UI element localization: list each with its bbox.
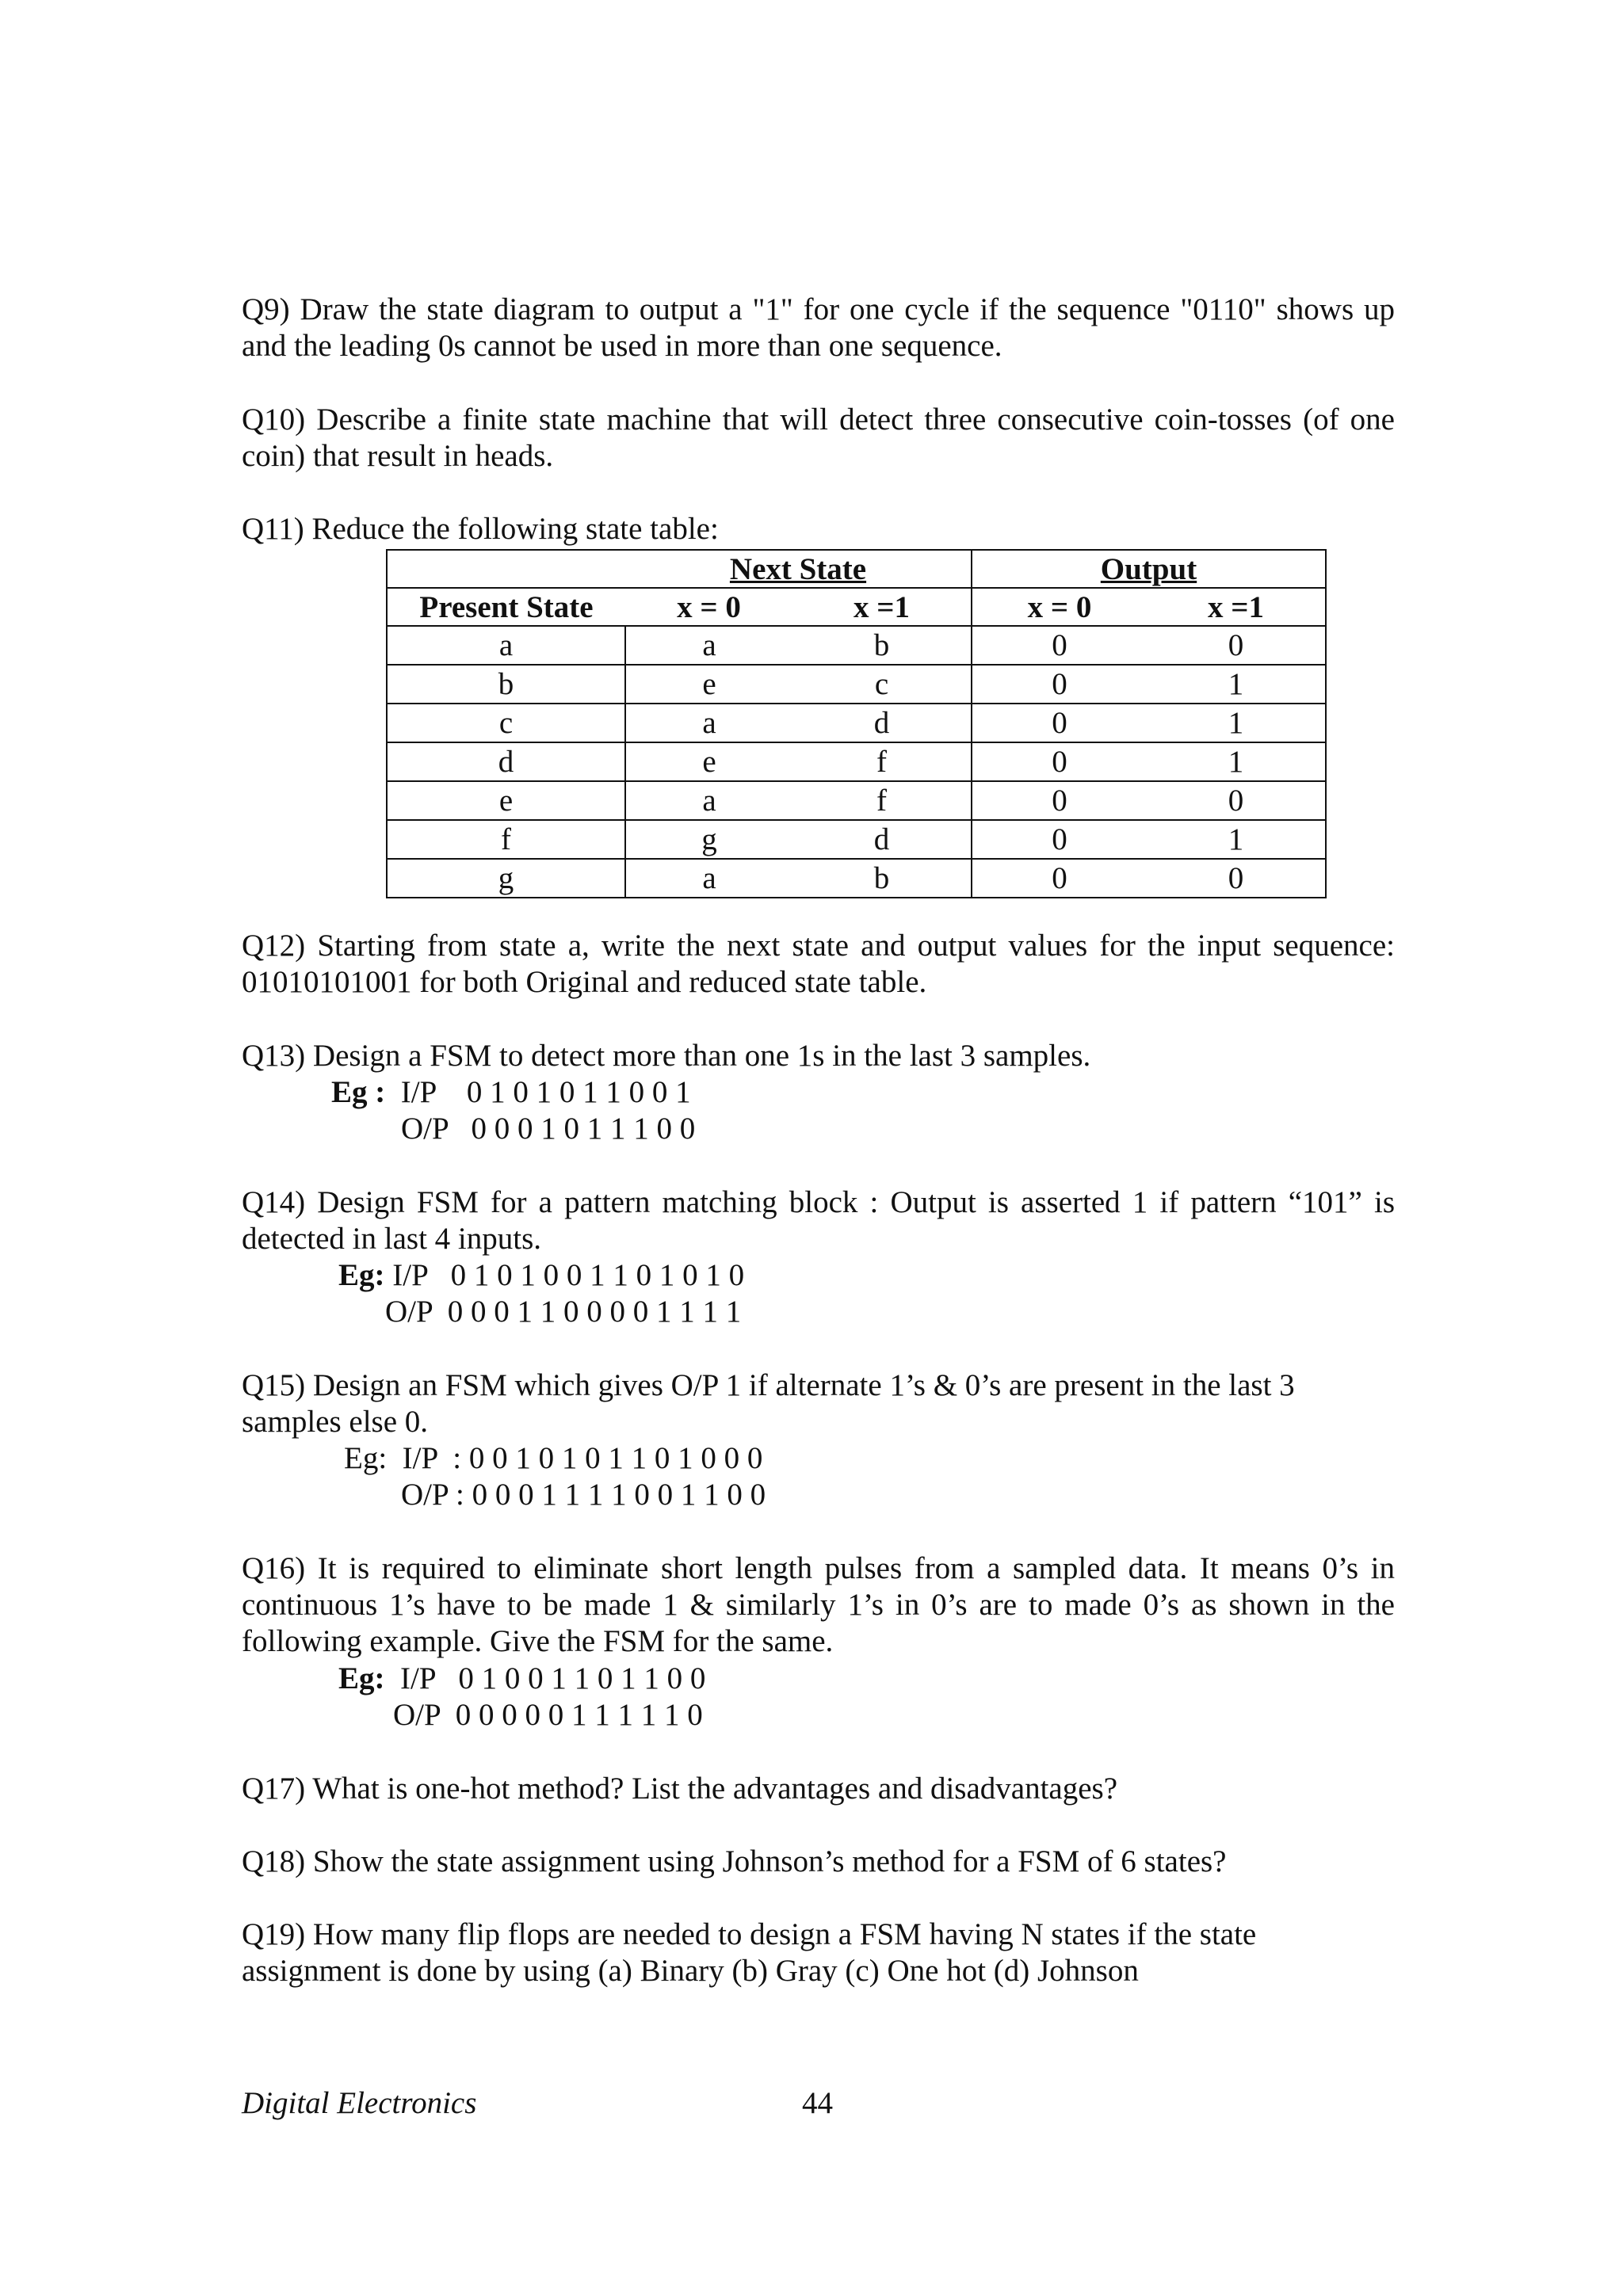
present-state-cell: a bbox=[387, 626, 625, 665]
question-q12: Q12) Starting from state a, write the next state and output values for the input sequence: 01010101001 for both Original and reduced state table. bbox=[242, 929, 1395, 999]
present-state-cell: c bbox=[387, 704, 625, 742]
question-q10: Q10) Describe a finite state machine that will detect three consecutive coin-tosses (of one coin) that result in heads. bbox=[242, 402, 1395, 473]
q14-output-sequence: O/P 0 0 0 1 1 0 0 0 0 1 1 1 1 bbox=[385, 1295, 742, 1329]
output-x0-cell: 0 bbox=[972, 859, 1147, 898]
output-x0-cell: 0 bbox=[972, 820, 1147, 859]
present-state-cell: f bbox=[387, 820, 625, 859]
q14-input-sequence: I/P 0 1 0 1 0 0 1 1 0 1 0 1 0 bbox=[384, 1258, 745, 1292]
output-x0-cell: 0 bbox=[972, 781, 1147, 820]
q16-example-input bbox=[338, 1661, 705, 1697]
next-state-x1-cell: c bbox=[792, 665, 972, 704]
output-x1-cell: 1 bbox=[1147, 820, 1326, 859]
q15-example-label: Eg: bbox=[344, 1441, 388, 1475]
table-row bbox=[387, 781, 1326, 820]
output-header: Output bbox=[972, 550, 1326, 588]
next-state-x0-cell: a bbox=[625, 781, 792, 820]
output-x1-cell: 0 bbox=[1147, 781, 1326, 820]
output-x1-cell: 1 bbox=[1147, 704, 1326, 742]
table-row bbox=[387, 704, 1326, 742]
table-row bbox=[387, 626, 1326, 665]
present-state-cell: g bbox=[387, 859, 625, 898]
next-state-x0-cell: a bbox=[625, 859, 792, 898]
next-state-x0-header: x = 0 bbox=[625, 588, 792, 626]
table-row bbox=[387, 820, 1326, 859]
state-table bbox=[386, 549, 1327, 898]
state-table-header-row-1 bbox=[387, 550, 1326, 588]
present-state-cell: b bbox=[387, 665, 625, 704]
footer-title: Digital Electronics bbox=[242, 2086, 477, 2120]
output-x1-cell: 0 bbox=[1147, 626, 1326, 665]
output-x0-header: x = 0 bbox=[972, 588, 1147, 626]
next-state-x1-cell: b bbox=[792, 859, 972, 898]
question-q16: Q16) It is required to eliminate short length pulses from a sampled data. It means 0’s in continuous 1’s have to be made 1 & similarly 1’s in 0’s are to made 0’s as shown in the following example. Give the FSM for the same. bbox=[242, 1551, 1395, 1658]
output-x0-cell: 0 bbox=[972, 742, 1147, 781]
question-q17: Q17) What is one-hot method? List the advantages and disadvantages? bbox=[242, 1772, 1118, 1806]
next-state-x1-cell: d bbox=[792, 704, 972, 742]
question-q13: Q13) Design a FSM to detect more than one 1s in the last 3 samples. bbox=[242, 1039, 1091, 1073]
q14-example-input bbox=[338, 1257, 744, 1294]
question-q19: Q19) How many flip flops are needed to design a FSM having N states if the state assignment is done by using (a) Binary (b) Gray (c) One hot (d) Johnson bbox=[242, 1917, 1257, 1988]
next-state-x1-header: x =1 bbox=[792, 588, 972, 626]
output-x0-cell: 0 bbox=[972, 704, 1147, 742]
q15-example-input bbox=[344, 1440, 762, 1477]
table-row bbox=[387, 742, 1326, 781]
question-q15: Q15) Design an FSM which gives O/P 1 if alternate 1’s & 0’s are present in the last 3 samples else 0. bbox=[242, 1368, 1295, 1439]
question-q18: Q18) Show the state assignment using Johnson’s method for a FSM of 6 states? bbox=[242, 1844, 1227, 1878]
next-state-x1-cell: f bbox=[792, 781, 972, 820]
page-number: 44 bbox=[802, 2086, 833, 2120]
table-row bbox=[387, 665, 1326, 704]
output-x1-cell: 1 bbox=[1147, 742, 1326, 781]
next-state-x1-cell: f bbox=[792, 742, 972, 781]
output-x1-cell: 1 bbox=[1147, 665, 1326, 704]
q13-output-sequence: O/P 0 0 0 1 0 1 1 1 0 0 bbox=[401, 1112, 696, 1146]
next-state-header: Next State bbox=[625, 550, 972, 588]
q13-example-input bbox=[331, 1074, 691, 1111]
next-state-x0-cell: g bbox=[625, 820, 792, 859]
question-q11: Q11) Reduce the following state table: bbox=[242, 512, 719, 546]
present-state-cell: e bbox=[387, 781, 625, 820]
q13-input-sequence: I/P 0 1 0 1 0 1 1 0 0 1 bbox=[400, 1075, 691, 1109]
q15-output-sequence: O/P : 0 0 0 1 1 1 1 0 0 1 1 0 0 bbox=[401, 1478, 766, 1512]
output-x1-header: x =1 bbox=[1147, 588, 1326, 626]
next-state-x0-cell: e bbox=[625, 665, 792, 704]
question-q14: Q14) Design FSM for a pattern matching block : Output is asserted 1 if pattern “101” is detected in last 4 inputs. bbox=[242, 1185, 1395, 1256]
q16-example-label: Eg: bbox=[338, 1661, 385, 1695]
output-x0-cell: 0 bbox=[972, 665, 1147, 704]
next-state-x1-cell: d bbox=[792, 820, 972, 859]
next-state-x1-cell: b bbox=[792, 626, 972, 665]
question-q9: Q9) Draw the state diagram to output a "1" for one cycle if the sequence "0110" shows up and the leading 0s cannot be used in more than one sequence. bbox=[242, 292, 1395, 363]
next-state-x0-cell: a bbox=[625, 704, 792, 742]
present-state-cell: d bbox=[387, 742, 625, 781]
output-x0-cell: 0 bbox=[972, 626, 1147, 665]
q13-example-label: Eg : bbox=[331, 1075, 386, 1109]
q16-output-sequence: O/P 0 0 0 0 0 1 1 1 1 1 0 bbox=[393, 1698, 703, 1732]
state-table-header-row-2 bbox=[387, 588, 1326, 626]
output-x1-cell: 0 bbox=[1147, 859, 1326, 898]
next-state-x0-cell: a bbox=[625, 626, 792, 665]
q15-input-sequence: I/P : 0 0 1 0 1 0 1 1 0 1 0 0 0 bbox=[387, 1441, 763, 1475]
present-state-header: Present State bbox=[387, 588, 625, 626]
table-row bbox=[387, 859, 1326, 898]
q14-example-label: Eg: bbox=[338, 1258, 385, 1292]
next-state-x0-cell: e bbox=[625, 742, 792, 781]
q16-input-sequence: I/P 0 1 0 0 1 1 0 1 1 0 0 bbox=[384, 1661, 706, 1695]
